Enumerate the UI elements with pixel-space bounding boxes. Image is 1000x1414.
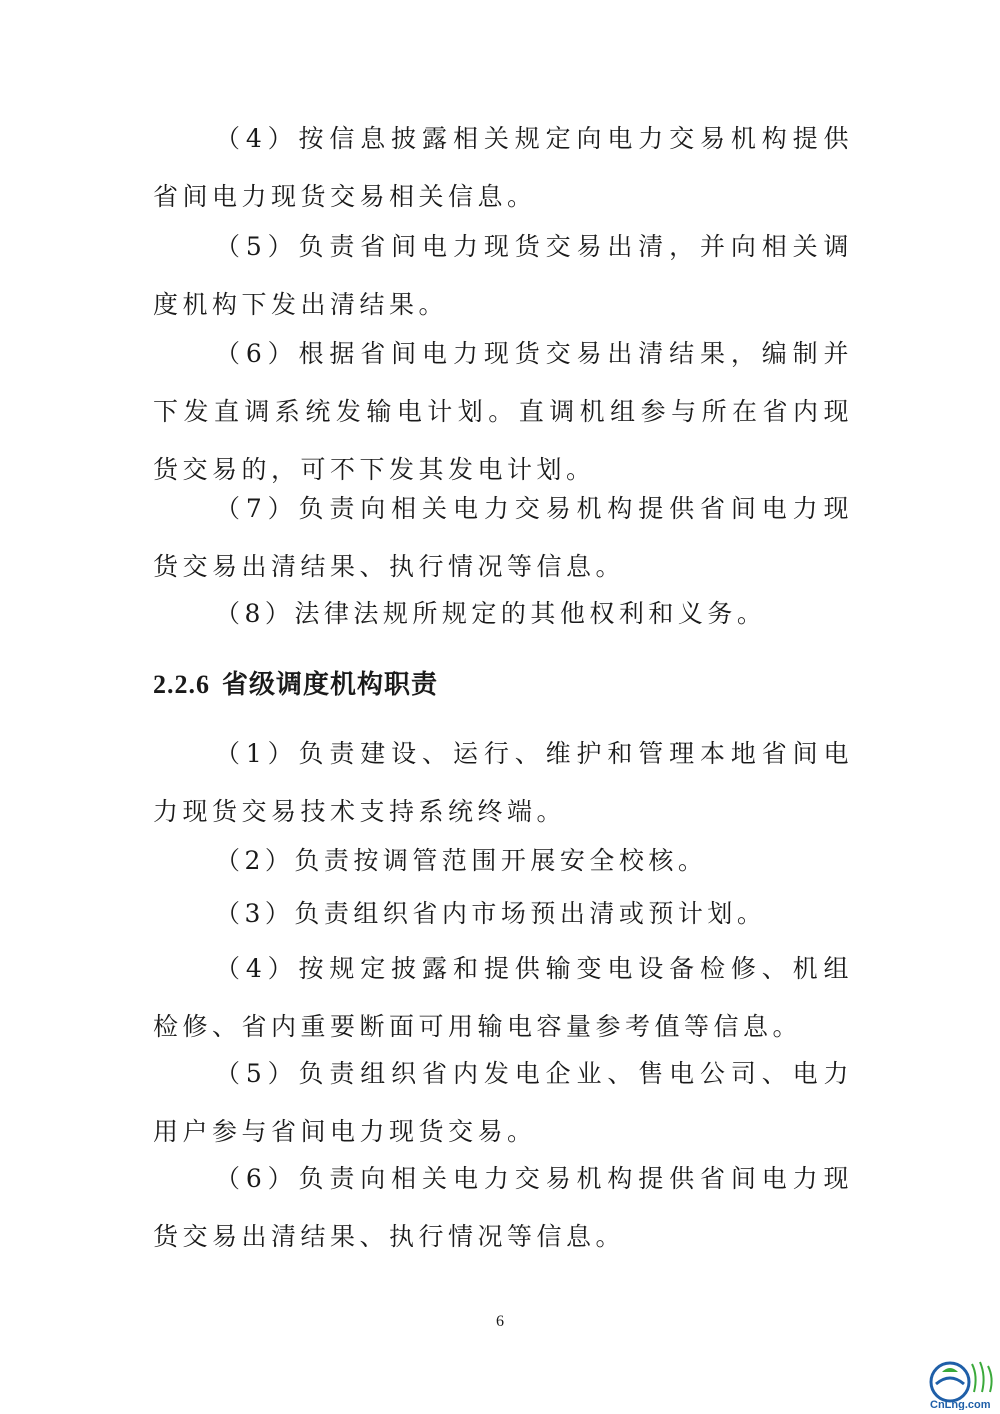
paragraph-a8: （8）法律法规所规定的其他权利和义务。 (215, 599, 767, 628)
paragraph-a6: （6）根据省间电力现货交易出清结果，编制并下发直调系统发输电计划。直调机组参与所在省内现货交易的，可不下发其发电计划。 (153, 339, 853, 484)
paragraph-a4: （4）按信息披露相关规定向电力交易机构提供省间电力现货交易相关信息。 (153, 124, 853, 211)
cnlng-logo-icon (928, 1358, 996, 1410)
paragraph-b3: （3）负责组织省内市场预出清或预计划。 (215, 899, 767, 928)
section-title: 省级调度机构职责 (222, 670, 439, 699)
section-heading (153, 665, 438, 705)
watermark-logo (928, 1358, 996, 1410)
section-number: 2.2.6 (153, 670, 210, 699)
paragraph-a7: （7）负责向相关电力交易机构提供省间电力现货交易出清结果、执行情况等信息。 (153, 494, 853, 581)
paragraph-b4: （4）按规定披露和提供输变电设备检修、机组检修、省内重要断面可用输电容量参考值等信息。 (153, 954, 853, 1041)
paragraph-b2: （2）负责按调管范围开展安全校核。 (215, 846, 708, 875)
paragraph-b5: （5）负责组织省内发电企业、售电公司、电力用户参与省间电力现货交易。 (153, 1059, 853, 1146)
paragraph-b1: （1）负责建设、运行、维护和管理本地省间电力现货交易技术支持系统终端。 (153, 739, 853, 826)
page-number: 6 (496, 1313, 504, 1330)
paragraph-a5: （5）负责省间电力现货交易出清，并向相关调度机构下发出清结果。 (153, 232, 853, 319)
watermark-text: CnLng.com (930, 1399, 991, 1410)
paragraph-b6: （6）负责向相关电力交易机构提供省间电力现货交易出清结果、执行情况等信息。 (153, 1164, 853, 1251)
